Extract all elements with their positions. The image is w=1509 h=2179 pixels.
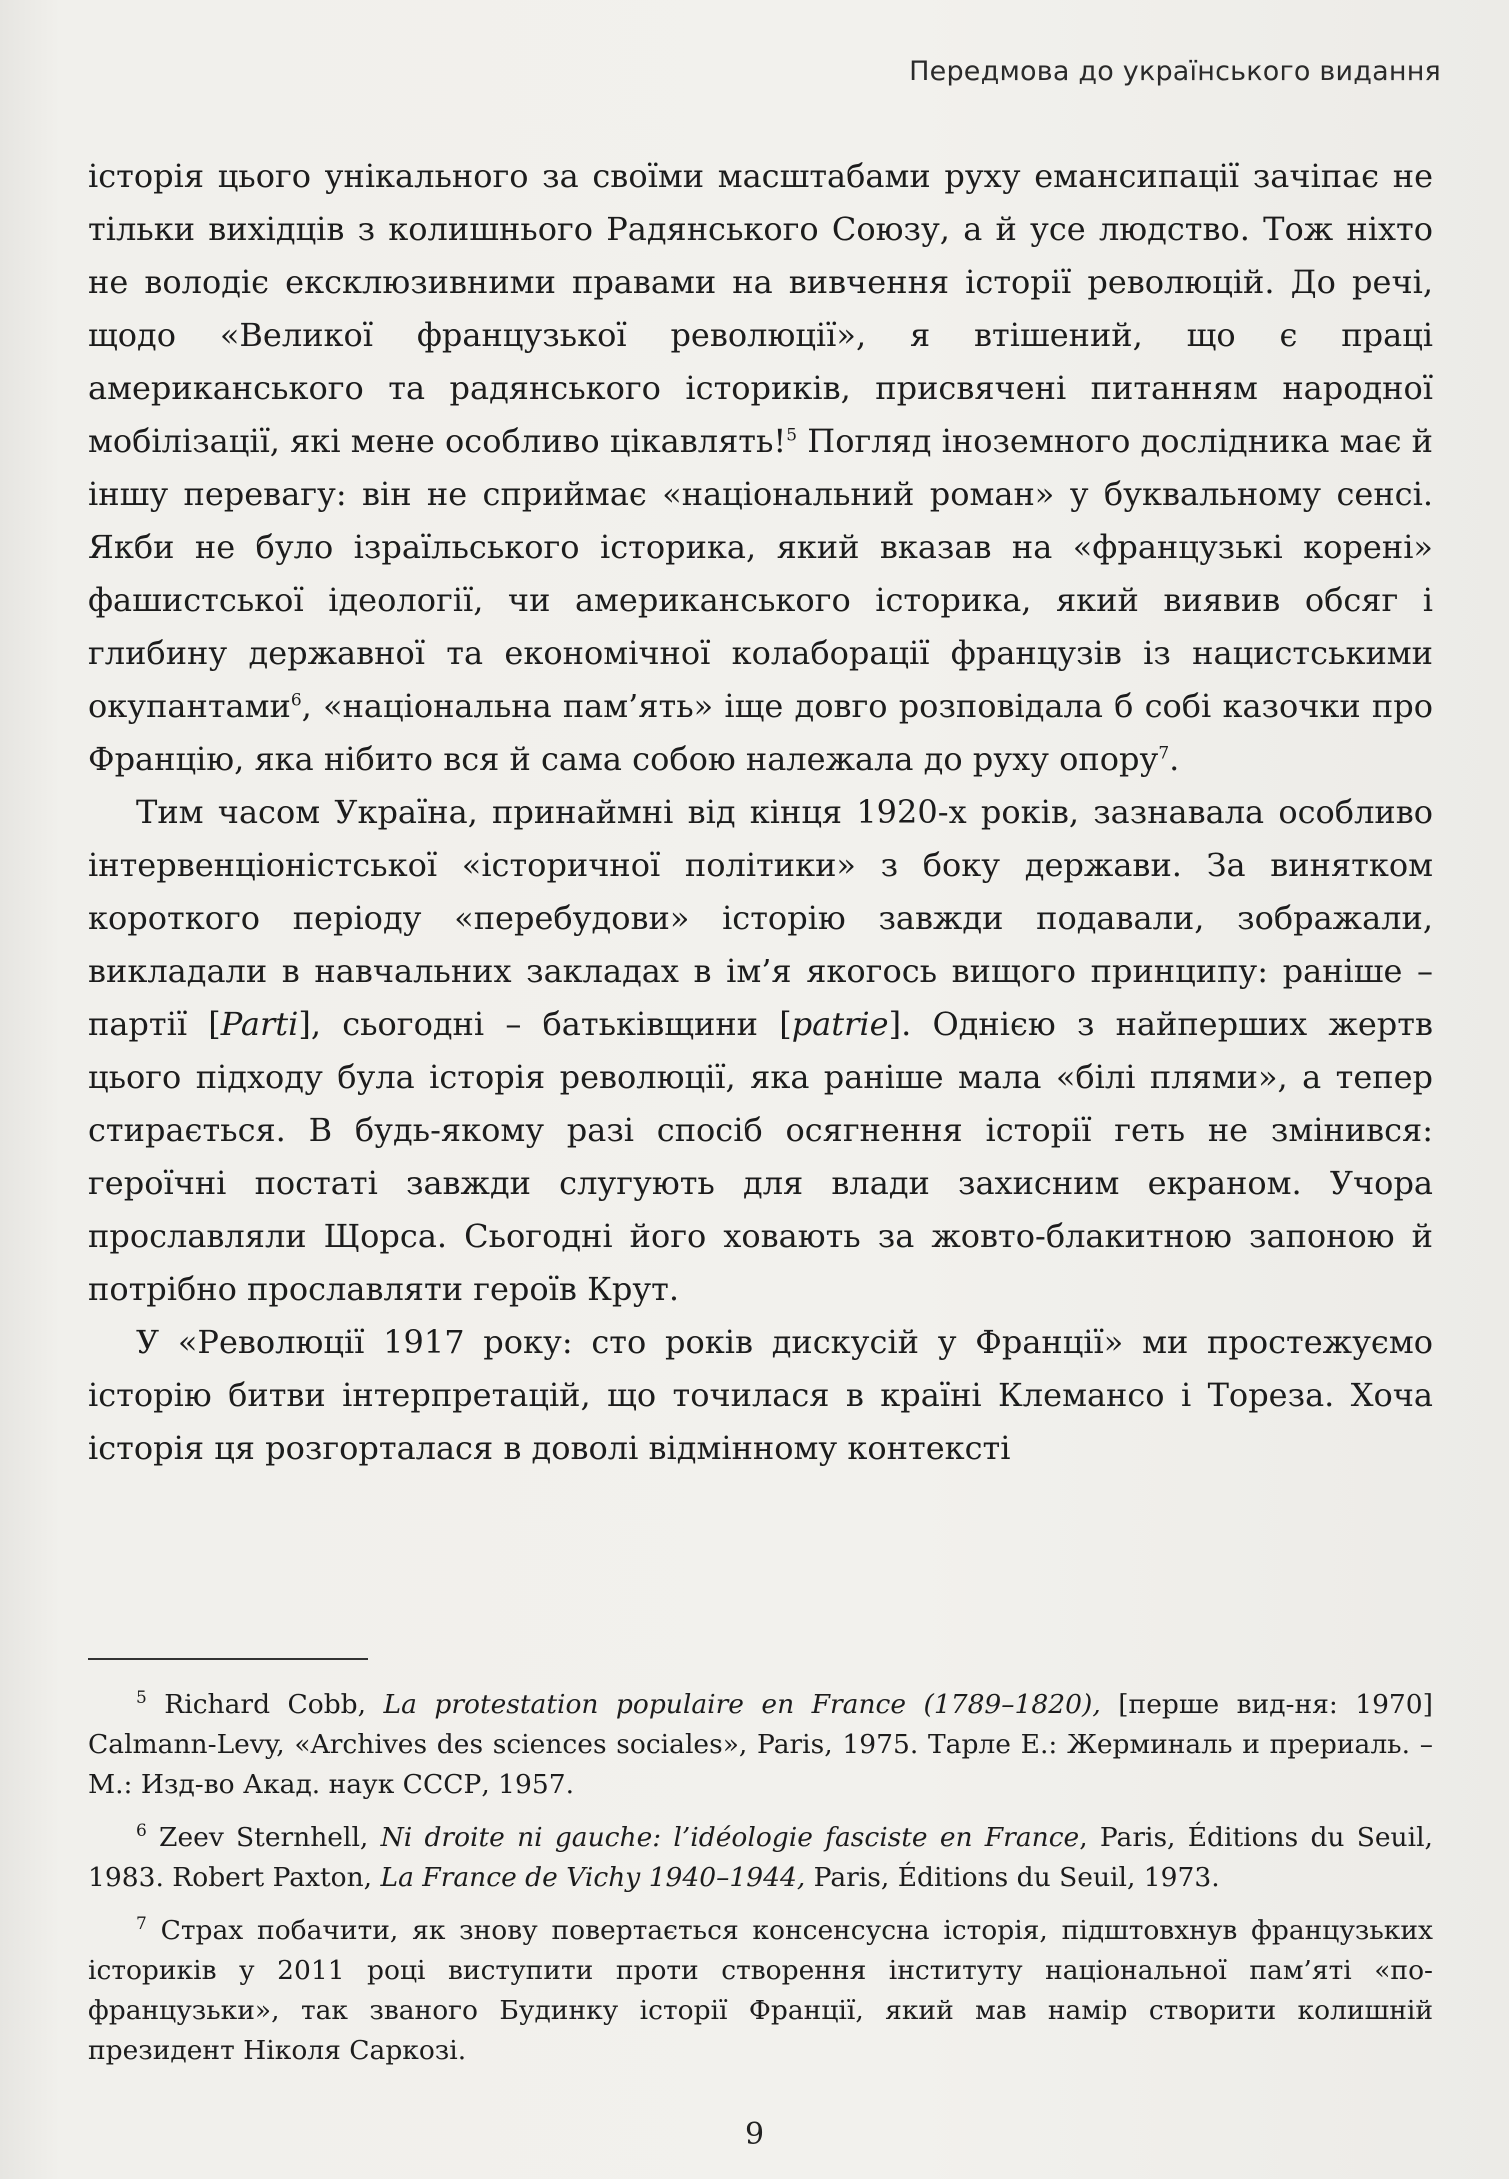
footnote-5-title: La protestation populaire en France (1789–1820), — [383, 1689, 1101, 1720]
paragraph-1-end: . — [1169, 740, 1180, 778]
footnote-5-author: Richard Cobb, — [164, 1689, 384, 1720]
paragraph-2 — [88, 786, 1433, 1316]
footnote-6-title-2: La France de Vichy 1940–1944, — [380, 1862, 806, 1893]
footnote-5-mark: 5 — [136, 1688, 147, 1709]
footnote-divider — [88, 1658, 368, 1660]
footnote-6-rest: Paris, Éditions du Seuil, 1973. — [805, 1862, 1220, 1893]
footnote-6-mid: , Paris, Éditions du Seuil, 1983. Robert Paxton, — [88, 1822, 1433, 1893]
footnote-6-author: Zeev Sternhell, — [159, 1822, 381, 1853]
footnotes — [88, 1685, 1433, 2084]
footnote-7 — [88, 1911, 1433, 2071]
footnote-5-rest: [перше вид-ня: 1970] Calmann-Levy, «Archives des sciences sociales», Paris, 1975. Тарле Е.: Жерминаль и прериаль. – М.: Изд-во Акад. наук СССР, 1957. — [88, 1689, 1433, 1800]
footnote-6 — [88, 1818, 1433, 1898]
paragraph-1-text-cont-2: , «національна пам’ять» іще довго розповідала б собі казочки про Францію, яка нібито вся й сама собою належала до руху опору — [88, 687, 1433, 778]
running-header: Передмова до українського видання — [909, 56, 1441, 87]
footnote-ref-5: 5 — [786, 425, 798, 446]
term-parti: Parti — [220, 1005, 299, 1043]
main-text — [88, 150, 1433, 1475]
paragraph-2-text: Тим часом Україна, принаймні від кінця 1920-х років, зазнавала особливо інтервенціоністської «історичної політики» з боку держави. За винятком короткого періоду «перебудови» історію завжди подавали, зображали, викладали в навчальних закладах в ім’я якогось вищого принципу: раніше – партії [ — [88, 793, 1433, 1043]
footnote-7-mark: 7 — [136, 1914, 147, 1935]
paragraph-1-text: історія цього унікального за своїми масштабами руху емансипації зачіпає не тільки вихідців з колишнього Радянського Союзу, а й усе людство. Тож ніхто не володіє ексклюзивними правами на вивчення історії революцій. До речі, щодо «Великої французької революції», я втішений, що є праці американського та радянського істориків, присвячені питанням народної мобілізації, які мене особливо цікавлять! — [88, 157, 1433, 460]
paragraph-2-text-end: ]. Однією з найперших жертв цього підходу була історія революції, яка раніше мала «білі плями», а тепер стирається. В будь-якому разі спосіб осягнення історії геть не змінився: героїчні постаті завжди слугують для влади захисним екраном. Учора прославляли Щорса. Сьогодні його ховають за жовто-блакитною запоною й потрібно прославляти героїв Крут. — [88, 1005, 1434, 1308]
footnote-6-title-1: Ni droite ni gauche: l’idéologie fasciste en France — [380, 1822, 1080, 1853]
footnote-ref-6: 6 — [290, 690, 302, 711]
paragraph-2-text-cont: ], сьогодні – батьківщини [ — [298, 1005, 792, 1043]
page-number: 9 — [744, 2117, 765, 2152]
paragraph-1-text-cont: Погляд іноземного дослідника має й іншу перевагу: він не сприймає «національний роман» у буквальному сенсі. Якби не було ізраїльського історика, який вказав на «французькі корені» фашистської ідеології, чи американського історика, який виявив обсяг і глибину державної та економічної колаборації французів із нацистськими окупантами — [88, 422, 1434, 725]
paragraph-3: У «Революції 1917 року: сто років дискусій у Франції» ми простежуємо історію битви інтерпретацій, що точилася в країні Клемансо і Тореза. Хоча історія ця розгорталася в доволі відмінному контексті — [88, 1323, 1433, 1467]
footnote-5 — [88, 1685, 1433, 1805]
footnote-7-text: Страх побачити, як знову повертається консенсусна історія, підштовхнув французьких істориків у 2011 році виступити проти створення інституту національної пам’яті «по-французьки», так званого Будинку історії Франції, який мав намір створити колишній президент Ніколя Саркозі. — [88, 1915, 1433, 2066]
term-patrie: patrie — [791, 1005, 889, 1043]
footnote-ref-7: 7 — [1158, 743, 1170, 764]
paragraph-1 — [88, 150, 1433, 786]
footnote-6-mark: 6 — [136, 1821, 147, 1842]
